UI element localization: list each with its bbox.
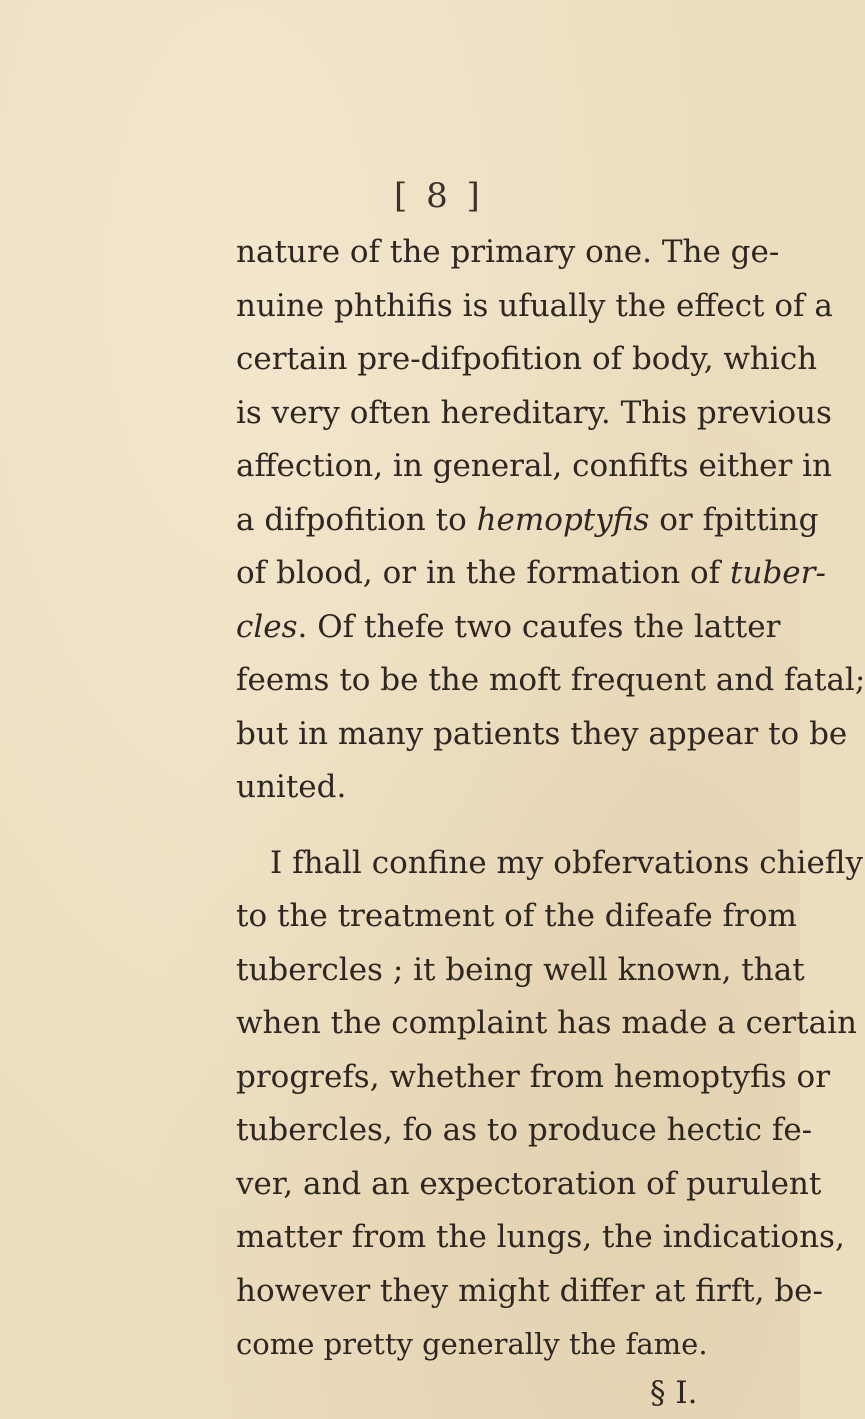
text-line: is very often hereditary. This previous	[236, 395, 832, 431]
text-line: but in many patients they appear to be	[236, 716, 848, 752]
text-line: certain pre-difpofition of body, which	[236, 341, 818, 377]
text-line: tubercles, fo as to produce hectic fe-	[236, 1112, 813, 1148]
page-number: [ 8 ]	[394, 176, 484, 216]
text-line	[236, 553, 826, 593]
text-line	[236, 607, 781, 647]
text-segment: or fpitting	[649, 502, 819, 538]
text-line: united.	[236, 769, 347, 805]
text-line: when the complaint has made a certain	[236, 1005, 857, 1041]
text-line: however they might differ at firft, be-	[236, 1273, 824, 1309]
text-segment: of blood, or in the formation of	[236, 555, 731, 591]
catchword: § I.	[650, 1375, 698, 1411]
text-line: come pretty generally the fame.	[236, 1327, 708, 1361]
text-line: progrefs, whether from hemoptyfis or	[236, 1059, 831, 1095]
text-line	[236, 500, 819, 540]
text-line: matter from the lungs, the indications,	[236, 1219, 845, 1255]
text-line: feems to be the moft frequent and fatal;	[236, 662, 865, 698]
text-segment: . Of thefe two caufes the latter	[297, 609, 781, 645]
text-line: nuine phthifis is ufually the effect of a	[236, 288, 833, 324]
text-line: ver, and an expectoration of purulent	[236, 1166, 822, 1202]
text-line: tubercles ; it being well known, that	[236, 952, 805, 988]
text-line: affection, in general, confifts either in	[236, 448, 833, 484]
italic-term: cles	[236, 609, 298, 645]
text-segment: a difpofition to	[236, 502, 477, 538]
text-line: to the treatment of the difeafe from	[236, 898, 797, 934]
text-line: nature of the primary one. The ge-	[236, 234, 780, 270]
text-line: I fhall confine my obfervations chiefly	[270, 845, 863, 881]
italic-term: hemoptyfis	[476, 502, 650, 538]
italic-term: tuber-	[730, 555, 826, 591]
